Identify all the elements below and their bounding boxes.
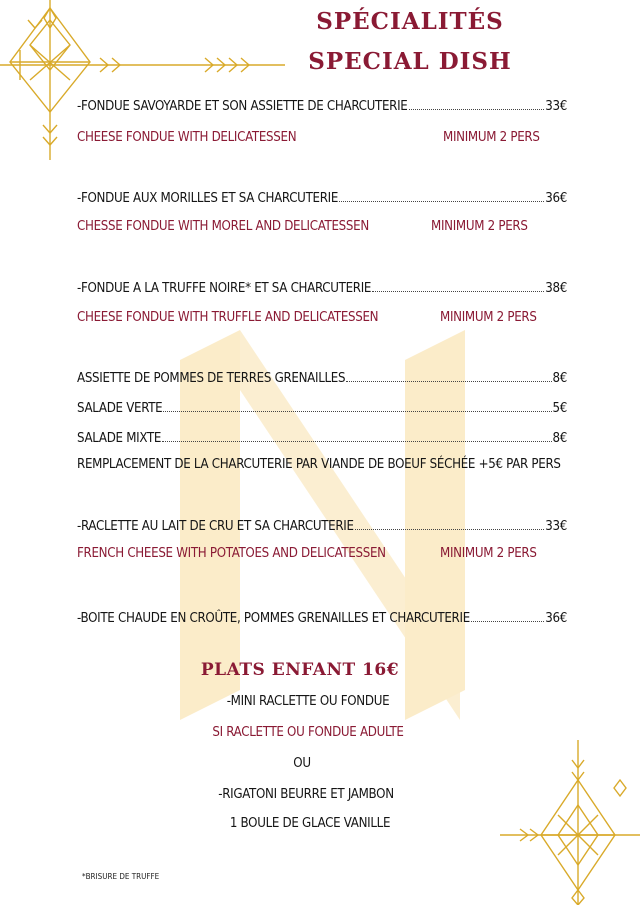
kids-item-rigatoni: -RIGATONI BEURRE ET JAMBON	[218, 787, 394, 802]
english-label: CHEESE FONDUE WITH DELICATESSEN	[77, 130, 297, 145]
minimum-persons: MINIMUM 2 PERS	[431, 219, 528, 234]
dot-leader	[339, 201, 544, 202]
kids-item-condition: SI RACLETTE OU FONDUE ADULTE	[212, 725, 404, 740]
dot-leader	[162, 441, 551, 442]
kids-item-mini-raclette: -MINI RACLETTE OU FONDUE	[226, 694, 390, 709]
kids-item-or: OU	[293, 756, 311, 771]
item-price: 36€	[545, 611, 567, 626]
menu-item-pommes-grenailles	[77, 366, 567, 386]
menu-item-raclette	[77, 514, 567, 534]
minimum-persons: MINIMUM 2 PERS	[443, 130, 540, 145]
item-price: 8€	[552, 371, 567, 386]
english-description	[77, 130, 547, 145]
dot-leader	[355, 529, 545, 530]
dot-leader	[163, 411, 551, 412]
dot-leader	[346, 381, 551, 382]
item-label: -BOITE CHAUDE EN CROÛTE, POMMES GRENAILLES ET CHARCUTERIE	[77, 611, 470, 626]
dot-leader	[409, 109, 545, 110]
menu-item-salade-verte	[77, 396, 567, 416]
english-description	[77, 310, 547, 325]
item-price: 8€	[552, 431, 567, 446]
item-price: 36€	[545, 191, 567, 206]
minimum-persons: MINIMUM 2 PERS	[440, 546, 537, 561]
item-label: -FONDUE A LA TRUFFE NOIRE* ET SA CHARCUTERIE	[77, 281, 372, 296]
menu-item-fondue-morilles	[77, 186, 567, 206]
item-price: 38€	[545, 281, 567, 296]
item-price: 33€	[545, 519, 567, 534]
kids-item-dessert: 1 BOULE DE GLACE VANILLE	[229, 816, 391, 831]
kids-menu-title: PLATS ENFANT 16€	[200, 660, 400, 680]
item-price: 33€	[545, 99, 567, 114]
english-description	[77, 546, 547, 561]
menu-item-fondue-savoyarde	[77, 94, 567, 114]
menu-item-salade-mixte	[77, 426, 567, 446]
item-label: SALADE VERTE	[77, 401, 163, 416]
page-title-english: SPECIAL DISH	[308, 48, 512, 75]
english-label: FRENCH CHEESE WITH POTATOES AND DELICATESSEN	[77, 546, 386, 561]
item-price: 5€	[552, 401, 567, 416]
menu-item-fondue-truffe	[77, 276, 567, 296]
dot-leader	[372, 291, 544, 292]
item-label: -RACLETTE AU LAIT DE CRU ET SA CHARCUTERIE	[77, 519, 354, 534]
menu-item-boite-chaude	[77, 606, 567, 626]
english-description	[77, 219, 547, 234]
english-label: CHEESE FONDUE WITH TRUFFLE AND DELICATESSEN	[77, 310, 379, 325]
item-label: SALADE MIXTE	[77, 431, 162, 446]
item-label: -FONDUE SAVOYARDE ET SON ASSIETTE DE CHARCUTERIE	[77, 99, 408, 114]
replacement-note: REMPLACEMENT DE LA CHARCUTERIE PAR VIANDE DE BOEUF SÉCHÉE +5€ PAR PERS	[77, 457, 561, 472]
english-label: CHESSE FONDUE WITH MOREL AND DELICATESSEN	[77, 219, 369, 234]
item-label: ASSIETTE DE POMMES DE TERRES GRENAILLES	[77, 371, 346, 386]
footnote: *BRISURE DE TRUFFE	[82, 872, 160, 881]
dot-leader	[471, 621, 544, 622]
item-label: -FONDUE AUX MORILLES ET SA CHARCUTERIE	[77, 191, 339, 206]
minimum-persons: MINIMUM 2 PERS	[440, 310, 537, 325]
page-title-french: SPÉCIALITÉS	[316, 8, 504, 35]
